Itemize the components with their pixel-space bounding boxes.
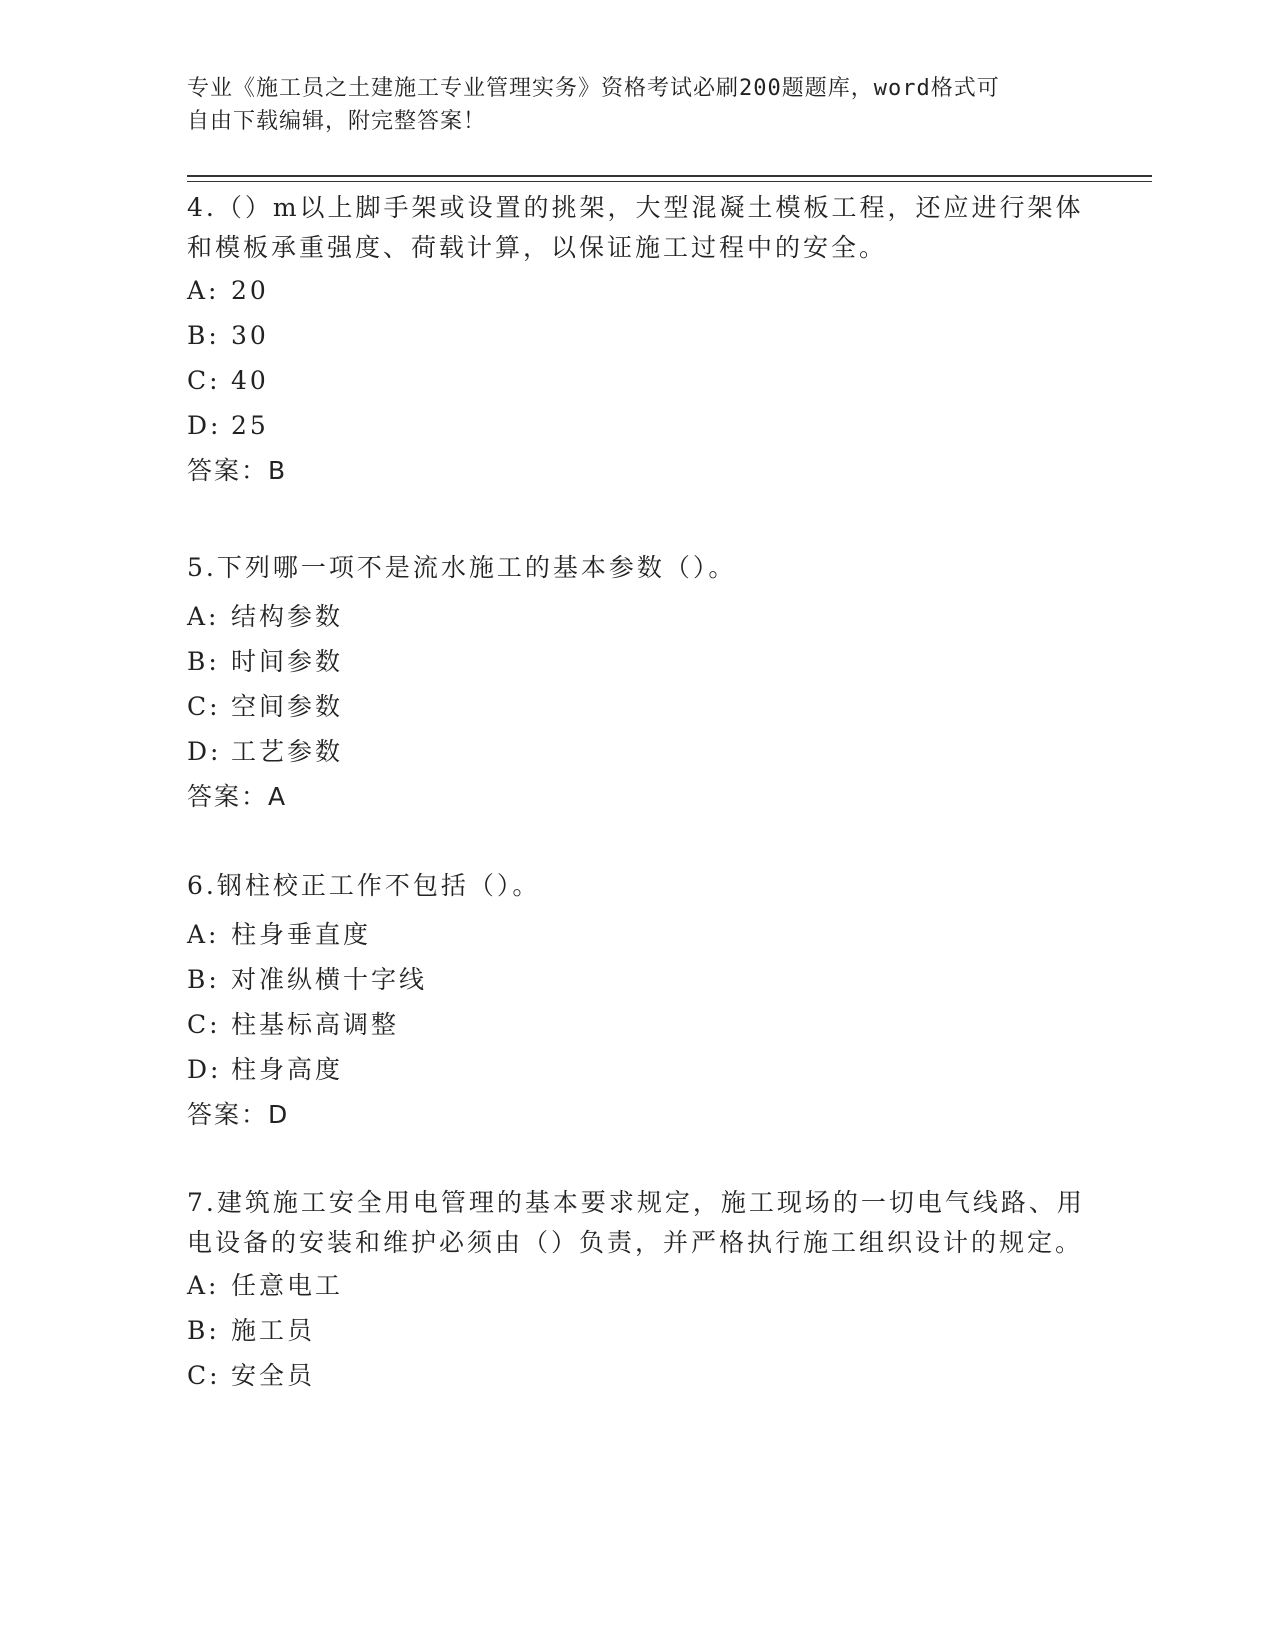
question-stem: 5.下列哪一项不是流水施工的基本参数（）。 bbox=[187, 553, 737, 582]
option-letter: B: bbox=[187, 647, 220, 676]
option-letter: A: bbox=[187, 602, 220, 631]
option-text: 结构参数 bbox=[231, 602, 344, 631]
option-text: 时间参数 bbox=[231, 647, 344, 676]
option-text: 20 bbox=[231, 276, 269, 305]
option-letter: D: bbox=[187, 1055, 222, 1084]
option-b bbox=[187, 639, 1087, 684]
answer-line: 答案：A bbox=[187, 782, 288, 811]
option-text: 对准纵横十字线 bbox=[231, 965, 428, 994]
option-d bbox=[187, 1047, 1087, 1092]
option-c bbox=[187, 1002, 1087, 1047]
option-text: 25 bbox=[231, 411, 269, 440]
option-a bbox=[187, 268, 1087, 313]
option-letter: C: bbox=[187, 1010, 221, 1039]
answer-line: 答案：B bbox=[187, 456, 288, 485]
document-header bbox=[187, 72, 1067, 138]
option-a bbox=[187, 594, 1087, 639]
option-a bbox=[187, 912, 1087, 957]
option-b bbox=[187, 1308, 1087, 1353]
header-line-1: 专业《施工员之土建施工专业管理实务》资格考试必刷200题题库，word格式可 bbox=[187, 76, 1000, 101]
option-text: 柱身高度 bbox=[231, 1055, 344, 1084]
option-letter: C: bbox=[187, 1361, 221, 1390]
option-text: 40 bbox=[231, 366, 269, 395]
option-b bbox=[187, 957, 1087, 1002]
option-letter: B: bbox=[187, 965, 220, 994]
option-c bbox=[187, 1353, 1087, 1398]
option-letter: C: bbox=[187, 366, 221, 395]
option-text: 工艺参数 bbox=[231, 737, 344, 766]
question-5 bbox=[187, 548, 1087, 819]
question-stem: 7.建筑施工安全用电管理的基本要求规定，施工现场的一切电气线路、用电设备的安装和维护必须由（）负责，并严格执行施工组织设计的规定。 bbox=[187, 1188, 1085, 1257]
option-c bbox=[187, 358, 1087, 403]
option-text: 任意电工 bbox=[231, 1271, 344, 1300]
option-c bbox=[187, 684, 1087, 729]
option-d bbox=[187, 729, 1087, 774]
question-7 bbox=[187, 1183, 1087, 1398]
option-letter: B: bbox=[187, 1316, 220, 1345]
option-letter: A: bbox=[187, 1271, 220, 1300]
question-stem: 6.钢柱校正工作不包括（）。 bbox=[187, 871, 541, 900]
option-letter: B: bbox=[187, 321, 220, 350]
option-text: 空间参数 bbox=[231, 692, 344, 721]
option-text: 柱身垂直度 bbox=[231, 920, 372, 949]
option-text: 柱基标高调整 bbox=[231, 1010, 400, 1039]
option-letter: D: bbox=[187, 411, 222, 440]
option-text: 施工员 bbox=[231, 1316, 316, 1345]
option-letter: A: bbox=[187, 276, 220, 305]
question-6 bbox=[187, 866, 1087, 1137]
header-line-2: 自由下载编辑，附完整答案！ bbox=[187, 109, 487, 134]
option-text: 30 bbox=[231, 321, 269, 350]
option-text: 安全员 bbox=[231, 1361, 316, 1390]
answer-line: 答案：D bbox=[187, 1100, 290, 1129]
option-letter: A: bbox=[187, 920, 220, 949]
header-rule-thick bbox=[187, 175, 1152, 177]
option-letter: C: bbox=[187, 692, 221, 721]
option-b bbox=[187, 313, 1087, 358]
header-rule-thin bbox=[187, 181, 1152, 182]
option-letter: D: bbox=[187, 737, 222, 766]
question-stem: 4.（）m以上脚手架或设置的挑架，大型混凝土模板工程，还应进行架体和模板承重强度、荷载计算，以保证施工过程中的安全。 bbox=[187, 193, 1084, 262]
option-d bbox=[187, 403, 1087, 448]
question-4 bbox=[187, 188, 1087, 493]
option-a bbox=[187, 1263, 1087, 1308]
